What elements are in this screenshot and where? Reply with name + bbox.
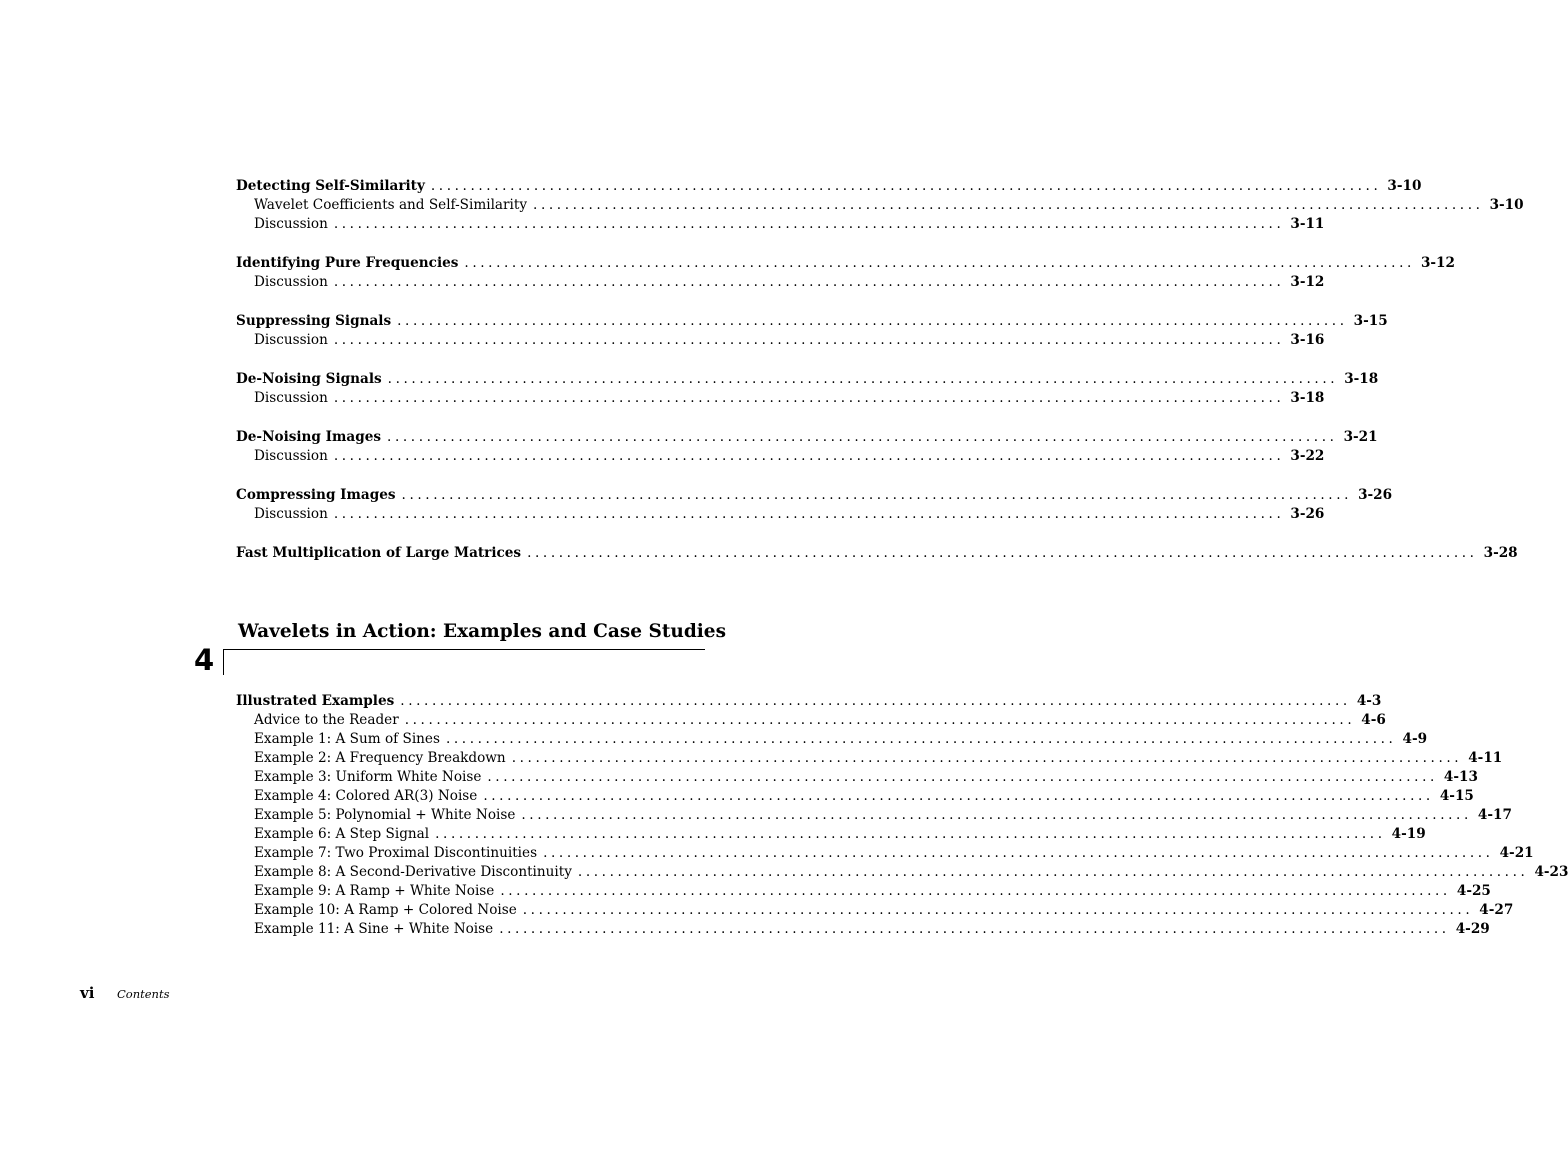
- toc-section-chapter-4: [236, 693, 1568, 960]
- toc-entry-title: De-Noising Signals: [236, 371, 388, 387]
- toc-entry-page: 4-15: [1434, 788, 1474, 804]
- dot-leader: ........................................................................................................................: [333, 506, 1285, 522]
- dot-leader: ........................................................................................................................: [527, 545, 1478, 561]
- toc-entry-page: 3-12: [1415, 255, 1455, 271]
- toc-entry[interactable]: [236, 313, 1388, 332]
- dot-leader: ........................................................................................................................: [445, 731, 1397, 747]
- toc-subentry[interactable]: [236, 826, 1426, 845]
- dot-leader: ........................................................................................................................: [387, 371, 1339, 387]
- toc-subentry[interactable]: [236, 332, 1325, 351]
- toc-entry[interactable]: [236, 693, 1382, 712]
- toc-entry-title: Wavelet Coefficients and Self-Similarity: [254, 197, 533, 213]
- toc-subentry[interactable]: [236, 750, 1503, 769]
- dot-leader: ........................................................................................................................: [333, 332, 1285, 348]
- chapter-number: 4: [194, 643, 215, 677]
- toc-subentry[interactable]: [236, 448, 1325, 467]
- toc-subentry[interactable]: [236, 390, 1325, 409]
- toc-entry-page: 3-10: [1484, 197, 1524, 213]
- dot-leader: ........................................................................................................................: [435, 826, 1386, 842]
- toc-subentry[interactable]: [236, 864, 1568, 883]
- dot-leader: ........................................................................................................................: [577, 864, 1529, 880]
- toc-entry-page: 4-23: [1528, 864, 1568, 880]
- toc-entry[interactable]: [236, 371, 1379, 390]
- toc-entry-page: 3-10: [1381, 178, 1421, 194]
- toc-entry-page: 4-13: [1438, 769, 1478, 785]
- toc-entry-title: Discussion: [254, 274, 334, 290]
- toc-subentry[interactable]: [236, 731, 1428, 750]
- toc-group: [236, 371, 1379, 409]
- toc-entry-page: 4-27: [1473, 902, 1513, 918]
- chapter-title: Wavelets in Action: Examples and Case Studies: [238, 621, 726, 642]
- toc-group: [236, 178, 1524, 235]
- footer-label: Contents: [117, 987, 170, 1001]
- dot-leader: ........................................................................................................................: [511, 750, 1463, 766]
- toc-entry-page: 3-12: [1284, 274, 1324, 290]
- toc-entry-page: 3-11: [1284, 216, 1324, 232]
- toc-entry-title: Advice to the Reader: [254, 712, 405, 728]
- dot-leader: ........................................................................................................................: [333, 390, 1285, 406]
- dot-leader: ........................................................................................................................: [387, 429, 1338, 445]
- toc-entry-page: 4-6: [1355, 712, 1386, 728]
- toc-subentry[interactable]: [236, 788, 1474, 807]
- toc-entry-page: 3-26: [1352, 487, 1392, 503]
- toc-group: [236, 545, 1518, 564]
- dot-leader: ........................................................................................................................: [483, 788, 1434, 804]
- dot-leader: ........................................................................................................................: [401, 487, 1353, 503]
- toc-entry-title: Compressing Images: [236, 487, 402, 503]
- dot-leader: ........................................................................................................................: [333, 216, 1285, 232]
- toc-entry-title: Discussion: [254, 506, 334, 522]
- toc-entry-page: 4-9: [1396, 731, 1427, 747]
- toc-entry-title: Example 4: Colored AR(3) Noise: [254, 788, 483, 804]
- toc-entry-title: Example 11: A Sine + White Noise: [254, 921, 499, 937]
- dot-leader: ........................................................................................................................: [404, 712, 1356, 728]
- toc-entry-title: Detecting Self-Similarity: [236, 178, 431, 194]
- dot-leader: ........................................................................................................................: [430, 178, 1382, 194]
- toc-subentry[interactable]: [236, 712, 1386, 731]
- toc-group: [236, 693, 1568, 940]
- toc-entry-title: Identifying Pure Frequencies: [236, 255, 464, 271]
- toc-entry[interactable]: [236, 487, 1393, 506]
- chapter-rule-tick: [223, 649, 224, 675]
- dot-leader: ........................................................................................................................: [499, 921, 1450, 937]
- dot-leader: ........................................................................................................................: [522, 902, 1474, 918]
- toc-entry[interactable]: [236, 429, 1378, 448]
- dot-leader: ........................................................................................................................: [487, 769, 1438, 785]
- toc-subentry[interactable]: [236, 197, 1524, 216]
- toc-entry-page: 3-18: [1338, 371, 1378, 387]
- toc-entry-title: Discussion: [254, 390, 334, 406]
- toc-subentry[interactable]: [236, 807, 1512, 826]
- dot-leader: ........................................................................................................................: [500, 883, 1451, 899]
- toc-entry-title: Example 10: A Ramp + Colored Noise: [254, 902, 523, 918]
- toc-subentry[interactable]: [236, 769, 1478, 788]
- toc-group: [236, 313, 1388, 351]
- toc-entry-title: Fast Multiplication of Large Matrices: [236, 545, 527, 561]
- toc-entry-page: 3-15: [1348, 313, 1388, 329]
- toc-subentry[interactable]: [236, 274, 1325, 293]
- dot-leader: ........................................................................................................................: [543, 845, 1494, 861]
- dot-leader: ........................................................................................................................: [464, 255, 1415, 271]
- toc-section-chapter-3: [236, 178, 1524, 584]
- toc-subentry[interactable]: [236, 883, 1491, 902]
- toc-entry-title: Example 7: Two Proximal Discontinuities: [254, 845, 543, 861]
- toc-entry-title: Example 5: Polynomial + White Noise: [254, 807, 521, 823]
- toc-entry-title: Example 1: A Sum of Sines: [254, 731, 446, 747]
- toc-entry-page: 3-18: [1284, 390, 1324, 406]
- toc-entry-title: Example 3: Uniform White Noise: [254, 769, 487, 785]
- toc-entry[interactable]: [236, 545, 1518, 564]
- toc-entry-title: Discussion: [254, 332, 334, 348]
- toc-entry-page: 4-11: [1462, 750, 1502, 766]
- dot-leader: ........................................................................................................................: [533, 197, 1484, 213]
- toc-entry-page: 3-26: [1284, 506, 1324, 522]
- toc-subentry[interactable]: [236, 921, 1490, 940]
- toc-entry-page: 3-16: [1284, 332, 1324, 348]
- toc-entry-title: Discussion: [254, 216, 334, 232]
- toc-entry-title: Example 9: A Ramp + White Noise: [254, 883, 500, 899]
- toc-group: [236, 487, 1393, 525]
- toc-entry-page: 4-21: [1494, 845, 1534, 861]
- dot-leader: ........................................................................................................................: [333, 448, 1285, 464]
- chapter-rule: [223, 649, 705, 650]
- toc-entry-page: 4-19: [1386, 826, 1426, 842]
- toc-entry-page: 3-21: [1338, 429, 1378, 445]
- toc-entry-title: Example 6: A Step Signal: [254, 826, 435, 842]
- dot-leader: ........................................................................................................................: [333, 274, 1285, 290]
- toc-entry[interactable]: [236, 255, 1455, 274]
- footer-page-number: vi: [80, 984, 95, 1002]
- toc-subentry[interactable]: [236, 845, 1534, 864]
- toc-entry-title: Illustrated Examples: [236, 693, 400, 709]
- toc-entry-page: 4-25: [1451, 883, 1491, 899]
- dot-leader: ........................................................................................................................: [400, 693, 1351, 709]
- toc-entry-title: De-Noising Images: [236, 429, 387, 445]
- dot-leader: ........................................................................................................................: [397, 313, 1348, 329]
- toc-entry[interactable]: [236, 178, 1422, 197]
- toc-entry-page: 4-3: [1351, 693, 1382, 709]
- toc-entry-title: Example 2: A Frequency Breakdown: [254, 750, 512, 766]
- dot-leader: ........................................................................................................................: [521, 807, 1472, 823]
- toc-entry-title: Example 8: A Second-Derivative Discontinuity: [254, 864, 578, 880]
- toc-entry-title: Discussion: [254, 448, 334, 464]
- toc-subentry[interactable]: [236, 902, 1514, 921]
- toc-entry-title: Suppressing Signals: [236, 313, 397, 329]
- toc-subentry[interactable]: [236, 216, 1325, 235]
- toc-entry-page: 4-17: [1472, 807, 1512, 823]
- toc-group: [236, 429, 1378, 467]
- toc-entry-page: 3-22: [1284, 448, 1324, 464]
- toc-subentry[interactable]: [236, 506, 1325, 525]
- toc-group: [236, 255, 1455, 293]
- toc-entry-page: 4-29: [1450, 921, 1490, 937]
- toc-entry-page: 3-28: [1478, 545, 1518, 561]
